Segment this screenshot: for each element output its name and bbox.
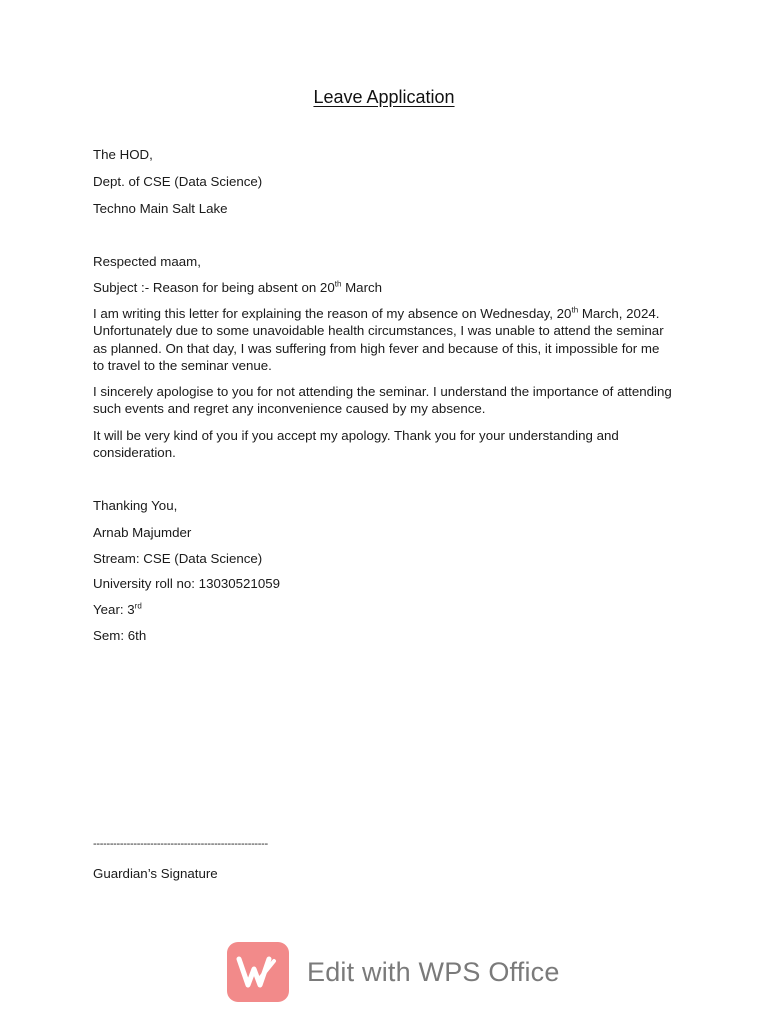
wps-watermark-text: Edit with WPS Office [307,956,560,987]
subject-sup: th [334,279,342,289]
sender-year-prefix: Year: 3 [93,602,135,617]
body-paragraph-2: I sincerely apologise to you for not attending the seminar. I understand the importance of attending such events and regret any inconvenience caused by my absence. [93,384,672,417]
salutation: Respected maam, [93,254,201,269]
sender-stream: Stream: CSE (Data Science) [93,551,263,566]
document-title: Leave Application [313,87,455,107]
subject-line [93,279,382,296]
recipient-line-3: Techno Main Salt Lake [93,201,228,216]
body-p1-part-a: I am writing this letter for explaining the reason of my absence on Wednesday, 20 [93,306,572,321]
sender-year [93,601,142,618]
sender-name: Arnab Majumder [93,525,192,540]
subject-prefix: Subject :- Reason for being absent on 20 [93,280,335,295]
sender-year-sup: rd [134,601,142,611]
body-p1-part-b: March, 2024. Unfortunately due to some unavoidable health circumstances, I was unable to attend the seminar as planned. On that day, I was suffering from high fever and because of this, it impossible for me to travel to the seminar venue. [93,306,664,373]
body-paragraph-1 [93,305,673,374]
signature-label: Guardian’s Signature [93,866,218,881]
signature-line: ---------------------------------------------------- [93,838,268,850]
sender-roll: University roll no: 13030521059 [93,576,281,591]
recipient-line-1: The HOD, [93,147,153,162]
wps-logo-icon [227,942,289,1002]
closing-thanks: Thanking You, [93,498,178,513]
subject-suffix: March [341,280,383,295]
body-paragraph-3: It will be very kind of you if you accept my apology. Thank you for your understanding and consideration. [93,428,619,461]
recipient-line-2: Dept. of CSE (Data Science) [93,174,263,189]
wps-watermark[interactable] [227,942,560,1002]
sender-sem: Sem: 6th [93,628,147,643]
body-p1-sup: th [571,305,579,315]
